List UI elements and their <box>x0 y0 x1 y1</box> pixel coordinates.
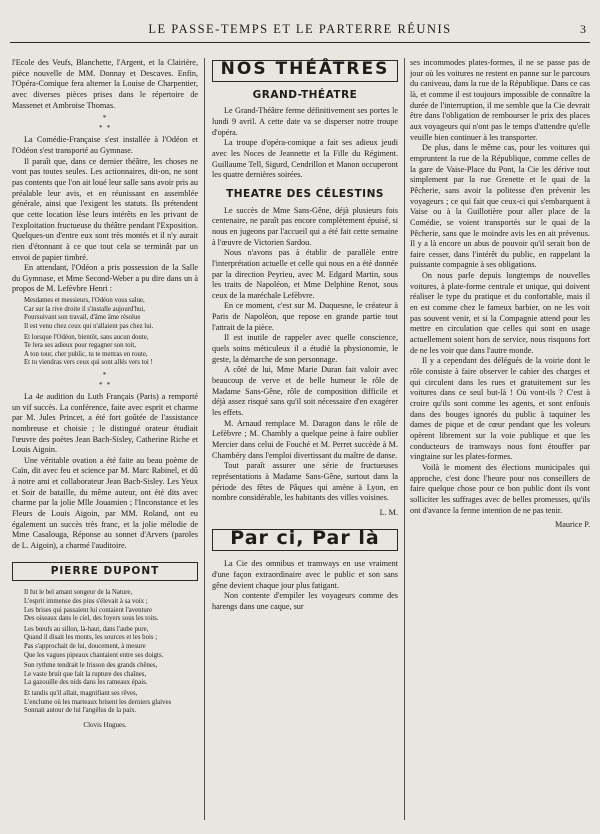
verse-line: Il fut le bel amant songeur de la Nature, <box>24 589 133 597</box>
verse-stanza <box>24 662 198 688</box>
verse-line: Mesdames et messieurs, l'Odéon vous salue, <box>24 297 145 305</box>
verse-line: Car sur la rive droite il s'installe aujourd'hui, <box>24 305 145 313</box>
paragraph: De plus, dans le même cas, pour les voitures qui empruntent la rue de la République, comme celles de la gare de Vaise-Place du Pont, la Cie les dérive tout simplement par la rue Grenette et le quai de la Pêcherie, sans avoir la politesse d'en prévenir les voyageurs ; ce qui fait que ceux-ci qui s'embarquent à Vaise ou à la Guillotière pour aller place de la Comédie, se voient transportés sur le quai de la Pêcherie, sans que le moindre avis les en ait prévenus. Il y a là encore un abus de pouvoir qu'il serait bon de faire cesser, dans l'intérêt du public, en rappelant la puissante compagnie à ses obligations. <box>410 143 590 270</box>
column-1 <box>12 58 198 824</box>
verse-stanza <box>24 297 198 331</box>
verse-stanza <box>24 690 198 716</box>
verse-line: Le vaste bruit que fait la rupture des chaînes, <box>24 670 147 678</box>
paragraph: Il paraît que, dans ce dernier théâtre, les choses ne vont pas toutes seules. Les actionnaires, dit-on, ne sont pas contents que l'on ait loué leur salle sans avoir pris au préalable leur avis, et en réunissant en assemblée générale, ainsi que l'exigent les statuts. Ils prétendent que cette location lèse leurs intérêts en les privant de l'exploitation fructueuse du théâtre pendant l'Exposition. Quelques-un d'entre eux sont très montés et il n'y aurait rien d'étonnant à ce que tout cela se terminât par un envoi de papier timbré. <box>12 156 198 262</box>
stars-separator: * * * <box>98 113 112 133</box>
paragraph: On nous parle depuis longtemps de nouvelles voitures, à plate-forme centrale et unique, qui doivent réaliser le type du pratique et du confortable, mais il en est comme chez le fameux barbier, on ne les voit pas souvent venir, et si la Compagnie attend pour les mettre en circulation que celles qui sont en usage actuellement soient hors de service, nous risquons fort de ne les voir que dans l'autre monde. <box>410 271 590 355</box>
paragraph: ses incommodes plates-formes, il ne se passe pas de jour où les voitures ne restent en panne sur le parcours du caniveau, dans la rue de la République. Dans ce cas là, et comme il est toujours impossible de connaître la durée de l'interruption, il me semble que la Cie devrait être dans l'obligation de rembourser le prix des places aux voyageurs qui n'ont pas le temps d'attendre qu'elle veuille bien continuer à les transporter. <box>410 58 590 142</box>
column-2 <box>212 58 398 824</box>
paragraph: Voilà le moment des élections municipales qui approche, c'est donc l'heure pour nos conseillers de faire quelque chose pour ce bon public dont ils vont solliciter les suffrages avec de belles promesses, qu'ils ont d'avance la ferme intention de ne pas tenir. <box>410 462 590 515</box>
verse-line: Des oiseaux dans le ciel, des foyers sous les toits. <box>24 615 159 623</box>
section-heading: Par ci, Par là <box>230 526 380 549</box>
column-3 <box>410 58 590 824</box>
verse-line: Sonnait autour de lui l'angélus de la paix. <box>24 707 137 715</box>
paragraph: La Cie des omnibus et tramways en use vraiment d'une façon extraordinaire avec le public et son sans gêne devient chaque jour plus fatigant. <box>212 559 398 590</box>
verse-line: Les brises qui passaient lui contaient l'aventure <box>24 606 153 614</box>
column-divider <box>404 58 405 820</box>
paragraph: Nous n'avons pas à établir de parallèle entre l'interprétation actuelle et celle qui nous en a été donnée par la direction Peyrieu, avec M. Edgard Martin, sous les traits de Napoléon, et Mme Delphine Renot, sous ceux de la maréchale Lefèbvre. <box>212 248 398 300</box>
verse-line: L'esprit immense des pins s'élevait à sa voix ; <box>24 597 148 605</box>
paragraph: M. Arnaud remplace M. Daragon dans le rôle de Lefèbvre ; M. Chambly a quelque peine à faire oublier Mercier dans celui de Fouché et M. Perret succède à M. Chambéry dans l'emploi divertissant du maître de danse. <box>212 418 398 460</box>
subheading: GRAND-THÉATRE <box>252 88 358 101</box>
section-heading: NOS THÉÂTRES <box>220 59 390 79</box>
poem-signature: Clovis Hugues. <box>83 720 127 729</box>
verse-line: Et tandis qu'il allait, magnifiant ses rêves, <box>24 689 138 697</box>
verse-line: Les bœufs au sillon, là-haut, dans l'aube pure, <box>24 625 149 633</box>
page-number: 3 <box>580 22 586 36</box>
stars-separator: * * * <box>98 369 112 389</box>
article-signature: L. M. <box>379 507 398 517</box>
verse-line: Quand il disait les monts, les sources et les bois ; <box>24 634 158 642</box>
paragraph: La troupe d'opéra-comique a fait ses adieux jeudi avec les Noces de Jeannette et la Fille du Régiment. Guillaume Tell, Sigurd, Cendrillon et Manon occuperont les quatre dernières soirées. <box>212 138 398 180</box>
verse-line: Et tu viendras vers ceux qui sont allés vers toi ! <box>24 359 153 367</box>
page-header <box>0 18 600 48</box>
paragraph: Il y a cependant des délégués de la voirie dont le rôle consiste à faire observer le cahier des charges et qui circulent dans les rues et gratuitement sur les voitures dans ce seul but-là ! Où vont-ils ? C'est à croire qu'ils sont comme les agents, et sont enfouis dans des bouges ignorés du public à taquiner les dames de pique et de cœur pendant que les voleurs opèrent librement sur la voie publique et que les conducteurs de tramways nous font étouffer par vingtaine sur les plates-formes. <box>410 356 590 462</box>
verse-line: Et lorsque l'Odéon, bientôt, sans aucun doute, <box>24 333 149 341</box>
verse-stanza <box>24 589 198 623</box>
subheading: THEATRE DES CÉLESTINS <box>226 187 384 200</box>
paragraph: l'Ecole des Veufs, Blanchette, l'Argent, et la Clairière, pièce nouvelle de MM. Donnay et Descaves. Enfin, l'Opéra-Comique fera alterner la Louise de Charpentier, avec diverses pièces prises dans le répertoire de Massenet et Ambroise Thomas. <box>12 58 198 110</box>
masthead-title: LE PASSE-TEMPS ET LE PARTERRE RÉUNIS <box>148 22 452 36</box>
verse-stanza <box>24 626 198 660</box>
header-rule <box>10 42 590 43</box>
verse-line: L'enclume où les marteaux brisent les derniers glaives <box>24 698 172 706</box>
verse-line: Que les vagues pipeaux chantaient entre ses doigts. <box>24 651 164 659</box>
verse-line: Il est venu chez ceux qui n'allaient pas chez lui. <box>24 322 154 330</box>
verse-line: La gazouille des nids dans les rameaux épais. <box>24 679 148 687</box>
verse-stanza <box>24 334 198 368</box>
verse-line: A ton tour, cher public, tu te mettras en route, <box>24 350 148 358</box>
section-heading: PIERRE DUPONT <box>50 564 160 577</box>
paragraph: Le Grand-Théâtre ferme définitivement ses portes le lundi 9 avril. A cette date va se disperser notre troupe d'opéra. <box>212 106 398 137</box>
paragraph: A côté de lui, Mme Marie Duran fait valoir avec beaucoup de verve et de belle humeur le rôle de Madame Sans-Gêne, rôle de composition difficile et déjà assez risqué sans qu'il soit nécessaire d'en exagérer les effets. <box>212 365 398 418</box>
paragraph: Il est inutile de rappeler avec quelle conscience, quels soins méticuleux il a étudié la physionomie, le geste, la démarche de son personnage. <box>212 333 398 364</box>
paragraph: La 4e audition du Luth Français (Paris) a remporté un vif succès. La conférence, faite avec esprit et charme par M. Jules Princet, a été fort goûtée de l'assistance nombreuse et choisie ; le distingué orateur étudiait l'œuvre des poètes Jean Bach-Sisley, Catherine Riche et Louis Aigoin. <box>12 391 198 455</box>
section-heading-box <box>212 526 398 552</box>
paragraph: Le succès de Mme Sans-Gêne, déjà plusieurs fois centenaire, ne paraît pas encore complètement épuisé, si nous en jugeons par l'accueil qui a été fait cette semaine à l'œuvre de Victorien Sardou. <box>212 205 398 247</box>
verse-line: Poursuivant son travail, d'âme âme résolue <box>24 314 141 322</box>
verse-line: Pas s'approchait de lui, doucement, à mesure <box>24 642 146 650</box>
paragraph: En attendant, l'Odéon a pris possession de la Salle du Gymnase, et Mme Second-Weber a pu dire dans un à propos de M. Lefèvbre Henri : <box>12 263 198 294</box>
section-heading-box <box>12 562 198 582</box>
paragraph: Tout paraît assurer une série de fructueuses représentations à Madame Sans-Gêne, surtout dans la période des fêtes de Pâques qui amène à Lyon, en nombre considérable, les habitants des villes voisines. <box>212 461 398 503</box>
paragraph: Non contente d'empiler les voyageurs comme des harengs dans une caque, sur <box>212 591 398 611</box>
section-heading-box <box>212 60 398 82</box>
article-signature: Maurice P. <box>554 520 590 530</box>
verse-line: Son rythme tendrait le frisson des grands chênes, <box>24 662 158 670</box>
paragraph: Une véritable ovation a été faite au beau poème de Caïn, dit avec feu et science par M. Marc Rabinel, et dû à notre ami et collaborateur Jean Bach-Sisley. Les Yeux et Soir de bataille, du même auteur, ont été dits avec charme par la jolie Mlle Jouamien ; l'Inconstance et les Fleurs de Louis Aigoin, par MM. Roland, ont eu également un succès très franc, et la jolie mélodie de Mme Casalouga, Réponse au sonnet d'Arvers (paroles de L. Aigoin), a charmé l'auditoire. <box>12 455 198 551</box>
paragraph: En ce moment, c'est sur M. Duquesne, le créateur à Paris de Napoléon, que repose en grande partie tout l'attrait de la pièce. <box>212 301 398 332</box>
paragraph: La Comédie-Française s'est installée à l'Odéon et l'Odéon s'est transporté au Gymnase. <box>12 135 198 155</box>
verse-line: Te fera ses adieux pour regagner son toit, <box>24 342 137 350</box>
column-divider <box>204 58 205 820</box>
